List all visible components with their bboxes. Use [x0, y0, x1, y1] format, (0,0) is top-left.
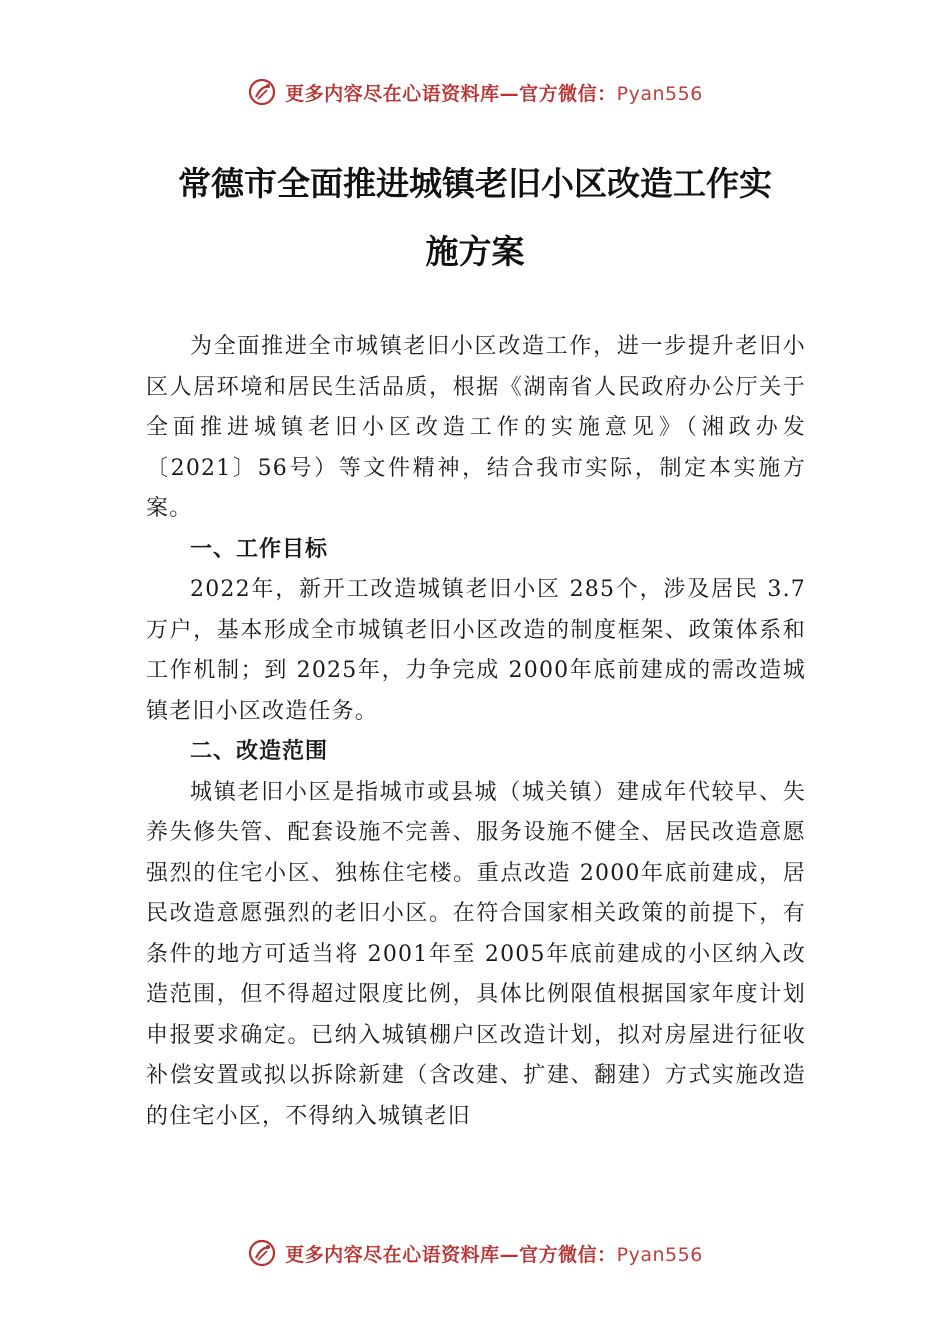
document-title — [120, 150, 830, 286]
scope-paragraph: 城镇老旧小区是指城市或县城（城关镇）建成年代较早、失养失修失管、配套设施不完善、服务设施不健全、居民改造意愿强烈的住宅小区、独栋住宅楼。重点改造 2000年底前建成，居民改造意愿强烈的老旧小区。在符合国家相关政策的前提下，有条件的地方可适当将 2001年至 2005年底前建成的小区纳入改造范围，但不得超过限度比例，具体比例限值根据国家年度计划申报要求确定。已纳入城镇棚户区改造计划，拟对房屋进行征收补偿安置或拟以拆除新建（含改建、扩建、翻建）方式实施改造的住宅小区，不得纳入城镇老旧 — [146, 779, 806, 1129]
watermark-footer — [0, 1233, 950, 1273]
goals-paragraph: 2022年，新开工改造城镇老旧小区 285个，涉及居民 3.7万户，基本形成全市城镇老旧小区改造的制度框架、政策体系和工作机制；到 2025年，力争完成 2000年底前建成的需改造城镇老旧小区改造任务。 — [146, 577, 806, 724]
brand-logo-icon — [247, 77, 277, 107]
section-heading-scope: 二、改造范围 — [190, 739, 329, 764]
watermark-label — [285, 79, 703, 106]
title-line-1: 常德市全面推进城镇老旧小区改造工作实 — [178, 164, 772, 203]
watermark-text: 更多内容尽在心语资料库—官方微信： — [285, 82, 617, 105]
watermark-header — [0, 72, 950, 112]
watermark-wechat-id: Pyan556 — [616, 82, 703, 105]
watermark-wechat-id: Pyan556 — [616, 1243, 703, 1266]
brand-logo-icon — [247, 1238, 277, 1268]
watermark-text: 更多内容尽在心语资料库—官方微信： — [285, 1243, 617, 1266]
watermark-label — [285, 1240, 703, 1267]
section-heading-goals: 一、工作目标 — [190, 536, 329, 562]
intro-paragraph: 为全面推进全市城镇老旧小区改造工作，进一步提升老旧小区人居环境和居民生活品质，根据《湖南省人民政府办公厅关于全面推进城镇老旧小区改造工作的实施意见》（湘政办发〔2021〕56号）等文件精神，结合我市实际，制定本实施方案。 — [146, 334, 806, 521]
document-body — [146, 327, 806, 1137]
title-line-2: 施方案 — [425, 232, 525, 271]
